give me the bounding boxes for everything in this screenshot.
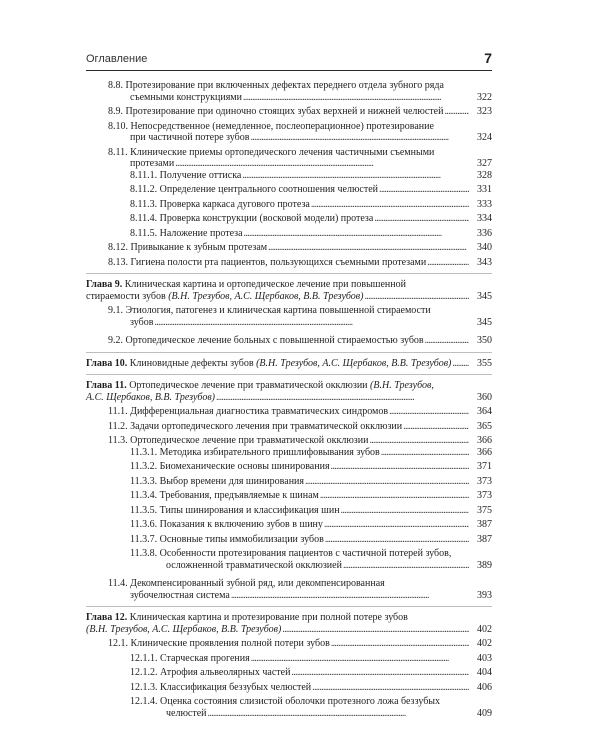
leader-dots bbox=[381, 447, 469, 459]
leader-dots bbox=[216, 392, 469, 404]
leader-dots bbox=[343, 560, 469, 572]
toc-entry-8-11-1[interactable] bbox=[86, 170, 492, 182]
toc-entry-text: 11.3.8. Особенности протезирования пациентов с частичной потерей зубов, bbox=[130, 548, 452, 559]
chapter-label: Глава 11. bbox=[86, 380, 127, 391]
chapter-label: Глава 9. bbox=[86, 279, 123, 290]
toc-page-number: 328 bbox=[477, 169, 492, 181]
chapter-divider bbox=[86, 273, 492, 274]
chapter-label: Глава 12. bbox=[86, 612, 128, 623]
toc-entry-text: 11.3.7. Основные типы иммобилизации зубов bbox=[130, 533, 324, 545]
toc-entry-11-3-3[interactable] bbox=[86, 476, 492, 488]
toc-entry-11-3-4[interactable] bbox=[86, 490, 492, 502]
leader-dots bbox=[369, 435, 469, 447]
leader-dots bbox=[324, 519, 469, 531]
toc-entry-12-1-4[interactable] bbox=[86, 696, 492, 719]
toc-entry-text: зубочелюстная система bbox=[130, 589, 230, 601]
toc-chapter-10[interactable] bbox=[86, 358, 492, 370]
chapter-authors: (В.Н. Трезубов, А.С. Щербаков, В.В. Трезубов) bbox=[86, 623, 282, 635]
toc-entry-11-3-8[interactable] bbox=[86, 548, 492, 571]
page-number: 7 bbox=[484, 50, 492, 66]
leader-dots bbox=[305, 476, 469, 488]
chapter-divider bbox=[86, 374, 492, 375]
toc-page-number: 322 bbox=[477, 91, 492, 103]
toc-entry-text: 11.3.5. Типы шинирования и классификация шин bbox=[130, 504, 340, 516]
leader-dots bbox=[268, 242, 469, 254]
toc-page-number: 366 bbox=[477, 446, 492, 458]
toc-page-number: 345 bbox=[477, 290, 492, 302]
chapter-authors: (В.Н. Трезубов, А.С. Щербаков, В.В. Трезубов) bbox=[256, 357, 452, 369]
toc-page-number: 409 bbox=[477, 707, 492, 719]
toc-page-number: 389 bbox=[477, 559, 492, 571]
toc-entry-text: 8.13. Гигиена полости рта пациентов, пользующихся съемными протезами bbox=[108, 256, 427, 268]
toc-page-number: 371 bbox=[477, 461, 492, 472]
toc-entry-11-3-7[interactable] bbox=[86, 534, 492, 546]
toc-entry-text: 11.3.6. Показания к включению зубов в шину bbox=[130, 519, 323, 530]
chapter-authors: (В.Н. Трезубов, А.С. Щербаков, В.В. Трезубов) bbox=[168, 290, 364, 302]
leader-dots bbox=[403, 421, 469, 433]
toc-entry-text: челюстей bbox=[166, 707, 207, 719]
toc-entry-12-1-2[interactable] bbox=[86, 667, 492, 679]
leader-dots bbox=[320, 490, 469, 502]
toc-page-number: 373 bbox=[477, 490, 492, 501]
toc-chapter-11[interactable] bbox=[86, 380, 492, 403]
toc-page-number: 336 bbox=[477, 227, 492, 239]
chapter-authors: (В.Н. Трезубов, bbox=[370, 380, 434, 391]
toc-page-number: 373 bbox=[477, 475, 492, 487]
toc-page-number: 331 bbox=[477, 184, 492, 195]
toc-page-number: 333 bbox=[477, 198, 492, 210]
running-header-title: Оглавление bbox=[86, 53, 148, 65]
toc-page-number: 393 bbox=[477, 589, 492, 601]
toc-entry-text: 8.11.1. Получение оттиска bbox=[130, 169, 242, 181]
toc-entry-text: 11.4. Декомпенсированный зубной ряд, или декомпенсированная bbox=[108, 578, 385, 589]
toc-page-number: 404 bbox=[477, 667, 492, 678]
toc-entry-8-11-5[interactable] bbox=[86, 228, 492, 240]
leader-dots bbox=[325, 534, 469, 546]
leader-dots bbox=[243, 92, 469, 104]
chapter-divider bbox=[86, 606, 492, 607]
toc-entry-text: протезами bbox=[130, 158, 175, 169]
leader-dots bbox=[154, 317, 469, 329]
toc-entry-text: 11.2. Задачи ортопедического лечения при травматической окклюзии bbox=[108, 420, 403, 432]
toc-page-number: 360 bbox=[477, 391, 492, 403]
toc-page-number: 327 bbox=[477, 158, 492, 169]
toc-page-number: 350 bbox=[477, 335, 492, 346]
chapter-title: Клиническая картина и протезирование при полной потере зубов bbox=[129, 612, 408, 623]
toc-page-number: 402 bbox=[477, 623, 492, 635]
toc-page-number: 403 bbox=[477, 652, 492, 664]
toc-entry-text: 11.3.1. Методика избирательного пришлифовывания зубов bbox=[130, 446, 380, 458]
toc-entry-8-9[interactable] bbox=[86, 106, 492, 118]
chapter-title: Клиническая картина и ортопедическое лечение при повышенной bbox=[124, 279, 406, 290]
toc-entry-9-1[interactable] bbox=[86, 305, 492, 328]
toc-page-number: 345 bbox=[477, 316, 492, 328]
leader-dots bbox=[175, 158, 469, 170]
leader-dots bbox=[291, 667, 469, 679]
toc-entry-11-3-5[interactable] bbox=[86, 505, 492, 517]
leader-dots bbox=[374, 213, 469, 225]
toc-page-number: 365 bbox=[477, 420, 492, 432]
toc-page-number: 375 bbox=[477, 504, 492, 516]
leader-dots bbox=[331, 638, 469, 650]
chapter-label: Глава 10. bbox=[86, 357, 128, 369]
toc-entry-11-1[interactable] bbox=[86, 406, 492, 418]
toc-entry-8-11-3[interactable] bbox=[86, 199, 492, 211]
toc-entry-text: 8.11.5. Наложение протеза bbox=[130, 227, 243, 239]
toc-entry-8-8[interactable] bbox=[86, 80, 492, 103]
toc-entry-text: 8.9. Протезирование при одиночно стоящих зубах верхней и нижней челюстей bbox=[108, 106, 444, 117]
toc-entry-text: 11.1. Дифференциальная диагностика травматических синдромов bbox=[108, 406, 389, 417]
toc-entry-text: 8.11.4. Проверка конструкции (восковой модели) протеза bbox=[130, 213, 374, 224]
toc-entry-8-11-4[interactable] bbox=[86, 213, 492, 225]
leader-dots bbox=[242, 170, 469, 182]
toc-entry-text: при частичной потере зубов bbox=[130, 132, 250, 143]
toc-entry-text: 8.8. Протезирование при включенных дефектах переднего отдела зубного ряда bbox=[108, 80, 444, 91]
leader-dots bbox=[331, 461, 469, 473]
toc-entry-8-10[interactable] bbox=[86, 121, 492, 144]
leader-dots bbox=[208, 708, 469, 720]
toc-entry-text: съемными конструкциями bbox=[130, 91, 242, 103]
toc-page-number: 402 bbox=[477, 638, 492, 649]
leader-dots bbox=[425, 335, 469, 347]
toc-page-number: 406 bbox=[477, 681, 492, 693]
toc-entry-11-3-2[interactable] bbox=[86, 461, 492, 473]
toc-entry-8-11-2[interactable] bbox=[86, 184, 492, 196]
toc-page-number: 387 bbox=[477, 519, 492, 530]
leader-dots bbox=[312, 682, 469, 694]
toc-entry-12-1-3[interactable] bbox=[86, 682, 492, 694]
toc-page-number: 387 bbox=[477, 533, 492, 545]
toc-entry-text: 11.3.4. Требования, предъявляемые к шинам bbox=[130, 490, 319, 501]
table-of-contents bbox=[86, 80, 492, 719]
toc-entry-text: 8.11.2. Определение центрального соотношения челюстей bbox=[130, 184, 379, 195]
leader-dots bbox=[389, 406, 469, 418]
toc-entry-text: 12.1. Клинические проявления полной потери зубов bbox=[108, 638, 330, 649]
toc-entry-11-3-6[interactable] bbox=[86, 519, 492, 531]
leader-dots bbox=[364, 291, 469, 303]
leader-dots bbox=[444, 106, 469, 118]
toc-entry-8-11[interactable] bbox=[86, 147, 492, 170]
leader-dots bbox=[452, 358, 469, 370]
toc-entry-text: 12.1.3. Классификация беззубых челюстей bbox=[130, 681, 312, 693]
toc-entry-text: 8.11.3. Проверка каркаса дугового протеза bbox=[130, 198, 310, 210]
toc-entry-text: 11.3. Ортопедическое лечение при травматической окклюзии bbox=[108, 435, 369, 446]
toc-entry-text: 9.2. Ортопедическое лечение больных с повышенной стираемостью зубов bbox=[108, 335, 424, 346]
leader-dots bbox=[250, 132, 469, 144]
leader-dots bbox=[244, 228, 469, 240]
toc-page-number: 340 bbox=[477, 242, 492, 253]
toc-page-number: 343 bbox=[477, 256, 492, 268]
chapter-title: Клиновидные дефекты зубов bbox=[129, 357, 254, 369]
chapter-authors: А.С. Щербаков, В.В. Трезубов) bbox=[86, 391, 215, 403]
toc-entry-9-2[interactable] bbox=[86, 335, 492, 347]
toc-chapter-9[interactable] bbox=[86, 279, 492, 302]
leader-dots bbox=[341, 505, 469, 517]
chapter-divider bbox=[86, 352, 492, 353]
leader-dots bbox=[231, 590, 469, 602]
toc-entry-text: 12.1.2. Атрофия альвеолярных частей bbox=[130, 667, 291, 678]
toc-page-number: 364 bbox=[477, 406, 492, 417]
toc-entry-text: 8.10. Непосредственное (немедленное, послеоперационное) протезирование bbox=[108, 120, 434, 132]
toc-entry-text: зубов bbox=[130, 316, 154, 328]
toc-page-number: 334 bbox=[477, 213, 492, 224]
toc-entry-text: 8.11. Клинические приемы ортопедического лечения частичными съемными bbox=[108, 146, 435, 158]
toc-entry-11-3-1[interactable] bbox=[86, 447, 492, 459]
toc-entry-12-1-1[interactable] bbox=[86, 653, 492, 665]
toc-entry-text: 9.1. Этиология, патогенез и клиническая картина повышенной стираемости bbox=[108, 305, 431, 316]
toc-page-number: 323 bbox=[477, 106, 492, 117]
leader-dots bbox=[251, 653, 469, 665]
leader-dots bbox=[427, 257, 469, 269]
toc-entry-8-13[interactable] bbox=[86, 257, 492, 269]
toc-entry-12-1[interactable] bbox=[86, 638, 492, 650]
leader-dots bbox=[379, 184, 469, 196]
toc-entry-11-4[interactable] bbox=[86, 578, 492, 601]
toc-entry-text: 8.12. Привыкание к зубным протезам bbox=[108, 242, 268, 253]
toc-page-number: 355 bbox=[477, 357, 492, 369]
toc-page-number: 324 bbox=[477, 132, 492, 143]
chapter-title: стираемости зубов bbox=[86, 290, 166, 302]
toc-page-number: 366 bbox=[477, 435, 492, 446]
leader-dots bbox=[282, 624, 469, 636]
leader-dots bbox=[311, 199, 469, 211]
page-header bbox=[86, 50, 492, 71]
toc-entry-text: 12.1.1. Старческая прогения bbox=[130, 652, 250, 664]
toc-entry-text: 12.1.4. Оценка состояния слизистой оболочки протезного ложа беззубых bbox=[130, 696, 441, 707]
toc-entry-11-3[interactable] bbox=[86, 435, 492, 447]
toc-entry-text: осложненной травматической окклюзией bbox=[166, 559, 342, 571]
toc-entry-text: 11.3.3. Выбор времени для шинирования bbox=[130, 475, 304, 487]
chapter-title: Ортопедическое лечение при травматической окклюзии bbox=[129, 380, 368, 391]
toc-chapter-12[interactable] bbox=[86, 612, 492, 635]
toc-entry-8-12[interactable] bbox=[86, 242, 492, 254]
toc-entry-text: 11.3.2. Биомеханические основы шинирования bbox=[130, 461, 330, 472]
toc-entry-11-2[interactable] bbox=[86, 421, 492, 433]
